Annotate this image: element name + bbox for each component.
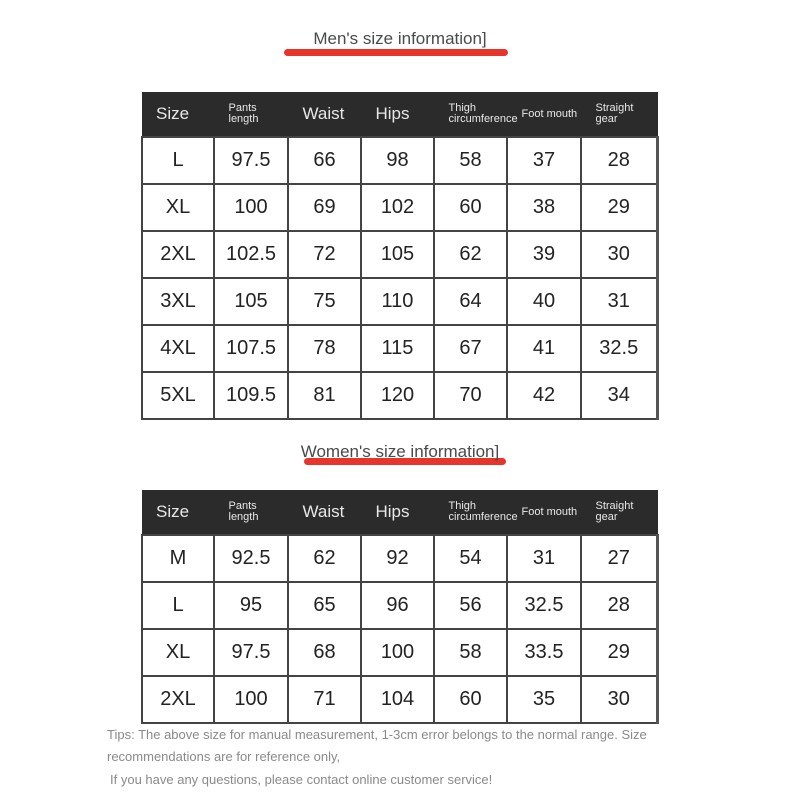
table-cell: M — [142, 535, 214, 582]
table-cell: 64 — [434, 278, 507, 325]
table-row — [142, 325, 657, 372]
table-cell: 29 — [581, 629, 657, 676]
table-cell: 105 — [214, 278, 288, 325]
table-cell: 100 — [361, 629, 434, 676]
column-header: Waist — [288, 92, 361, 137]
table-row — [142, 535, 657, 582]
table-cell: 54 — [434, 535, 507, 582]
table-cell: 32.5 — [507, 582, 581, 629]
table-cell: 58 — [434, 629, 507, 676]
table-row — [142, 676, 657, 723]
table-cell: 67 — [434, 325, 507, 372]
column-header: Straight gear — [581, 92, 657, 137]
table-cell: 42 — [507, 372, 581, 419]
table-cell: XL — [142, 629, 214, 676]
table-row — [142, 231, 657, 278]
table-row — [142, 137, 657, 184]
men-section-title: Men's size information] — [313, 29, 487, 48]
table-cell: 27 — [581, 535, 657, 582]
table-header-row — [142, 490, 657, 535]
contact-text: If you have any questions, please contact online customer service! — [110, 772, 493, 787]
table-cell: 34 — [581, 372, 657, 419]
table-cell: 40 — [507, 278, 581, 325]
table-cell: 60 — [434, 676, 507, 723]
table-cell: 95 — [214, 582, 288, 629]
table-cell: 72 — [288, 231, 361, 278]
table-cell: 31 — [581, 278, 657, 325]
table-cell: 28 — [581, 137, 657, 184]
table-cell: 2XL — [142, 676, 214, 723]
table-cell: 102 — [361, 184, 434, 231]
table-cell: 69 — [288, 184, 361, 231]
column-header: Thigh circumference — [434, 92, 507, 137]
table-cell: 3XL — [142, 278, 214, 325]
table-cell: 5XL — [142, 372, 214, 419]
men-title-underline — [284, 49, 508, 56]
table-cell: 30 — [581, 231, 657, 278]
women-size-table — [141, 490, 659, 724]
table-cell: L — [142, 137, 214, 184]
column-header: Foot mouth — [507, 92, 581, 137]
column-header: Thigh circumference — [434, 490, 507, 535]
tips-text: Tips: The above size for manual measurement, 1-3cm error belongs to the normal range. Size recommendations are for reference only, — [107, 727, 647, 764]
table-cell: 31 — [507, 535, 581, 582]
column-header: Size — [142, 92, 214, 137]
table-cell: 96 — [361, 582, 434, 629]
table-cell: 107.5 — [214, 325, 288, 372]
column-header: Hips — [361, 490, 434, 535]
table-cell: 104 — [361, 676, 434, 723]
table-cell: 35 — [507, 676, 581, 723]
table-cell: 66 — [288, 137, 361, 184]
table-cell: 105 — [361, 231, 434, 278]
column-header: Hips — [361, 92, 434, 137]
table-cell: 56 — [434, 582, 507, 629]
column-header: Waist — [288, 490, 361, 535]
table-cell: 30 — [581, 676, 657, 723]
table-cell: 37 — [507, 137, 581, 184]
table-cell: L — [142, 582, 214, 629]
column-header: Pants length — [214, 92, 288, 137]
table-cell: 39 — [507, 231, 581, 278]
table-cell: 32.5 — [581, 325, 657, 372]
table-cell: 62 — [288, 535, 361, 582]
column-header: Pants length — [214, 490, 288, 535]
table-cell: 38 — [507, 184, 581, 231]
table-row — [142, 372, 657, 419]
table-cell: 81 — [288, 372, 361, 419]
column-header: Foot mouth — [507, 490, 581, 535]
table-cell: 102.5 — [214, 231, 288, 278]
table-cell: 78 — [288, 325, 361, 372]
table-cell: 2XL — [142, 231, 214, 278]
table-cell: 110 — [361, 278, 434, 325]
table-cell: 100 — [214, 676, 288, 723]
table-cell: 41 — [507, 325, 581, 372]
table-cell: XL — [142, 184, 214, 231]
women-section-title: Women's size information] — [300, 442, 500, 461]
table-row — [142, 629, 657, 676]
column-header: Size — [142, 490, 214, 535]
table-cell: 75 — [288, 278, 361, 325]
table-cell: 33.5 — [507, 629, 581, 676]
column-header: Straight gear — [581, 490, 657, 535]
table-cell: 4XL — [142, 325, 214, 372]
table-cell: 97.5 — [214, 137, 288, 184]
table-cell: 62 — [434, 231, 507, 278]
table-row — [142, 582, 657, 629]
table-cell: 58 — [434, 137, 507, 184]
table-cell: 92 — [361, 535, 434, 582]
table-cell: 109.5 — [214, 372, 288, 419]
table-cell: 71 — [288, 676, 361, 723]
table-row — [142, 278, 657, 325]
table-cell: 98 — [361, 137, 434, 184]
table-row — [142, 184, 657, 231]
table-cell: 115 — [361, 325, 434, 372]
table-cell: 120 — [361, 372, 434, 419]
table-cell: 28 — [581, 582, 657, 629]
table-cell: 29 — [581, 184, 657, 231]
table-cell: 60 — [434, 184, 507, 231]
men-size-table — [141, 92, 659, 420]
table-cell: 68 — [288, 629, 361, 676]
table-cell: 92.5 — [214, 535, 288, 582]
table-cell: 65 — [288, 582, 361, 629]
table-cell: 97.5 — [214, 629, 288, 676]
table-header-row — [142, 92, 657, 137]
table-cell: 100 — [214, 184, 288, 231]
table-cell: 70 — [434, 372, 507, 419]
